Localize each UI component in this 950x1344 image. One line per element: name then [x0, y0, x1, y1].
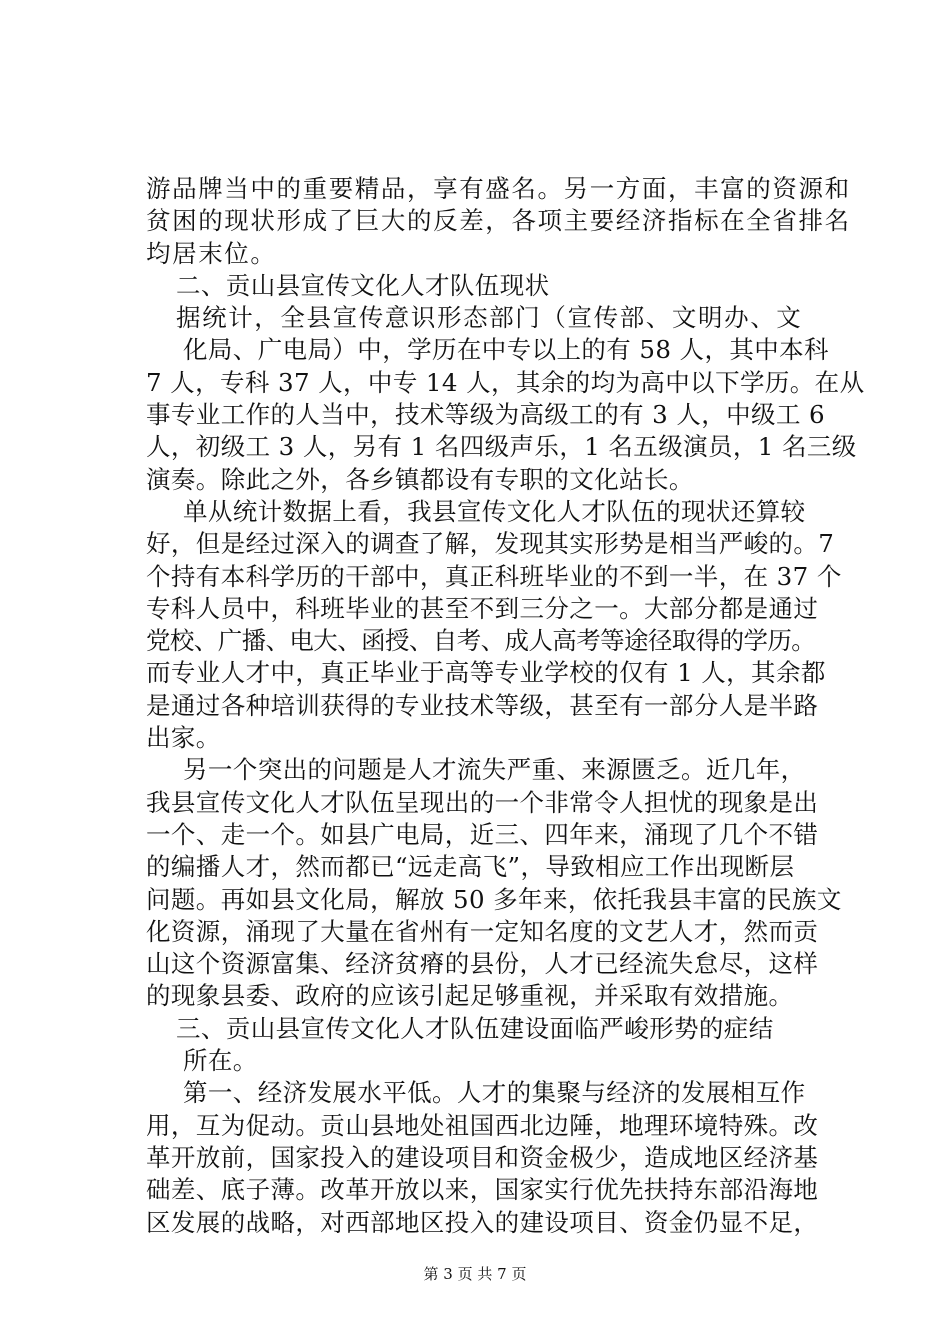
- text-line: 区发展的战略，对西部地区投入的建设项目、资金仍显不足，: [146, 1207, 819, 1237]
- text-line: 第一、经济发展水平低。人才的集聚与经济的发展相互作: [183, 1078, 806, 1108]
- text-line: 化资源，涌现了大量在省州有一定知名度的文艺人才，然而贡: [146, 916, 819, 946]
- section-heading: 三、贡山县宣传文化人才队伍建设面临严峻形势的症结: [176, 1013, 774, 1043]
- section-heading: 所在。: [183, 1046, 258, 1076]
- text-line: 均居末位。: [146, 238, 277, 268]
- page-number: 第 3 页 共 7 页: [423, 1265, 527, 1283]
- text-line: 化局、广电局）中，学历在中专以上的有 58 人，其中本科: [183, 335, 829, 365]
- text-line: 单从统计数据上看，我县宣传文化人才队伍的现状还算较: [183, 496, 806, 526]
- text-line: 一个、走一个。如县广电局，近三、四年来，涌现了几个不错: [146, 819, 819, 849]
- text-line: 党校、广播、电大、函授、自考、成人高考等途径取得的学历。: [146, 626, 816, 656]
- text-line: 的现象县委、政府的应该引起足够重视，并采取有效措施。: [146, 981, 794, 1011]
- text-line: 7 人，专科 37 人，中专 14 人，其余的均为高中以下学历。在从: [146, 367, 865, 397]
- text-line: 的编播人才，然而都已“远走高飞”，导致相应工作出现断层: [146, 852, 795, 882]
- text-line: 出家。: [146, 723, 221, 753]
- text-line: 游品牌当中的重要精品，享有盛名。另一方面，丰富的资源和: [146, 174, 851, 203]
- text-line: 我县宣传文化人才队伍呈现出的一个非常令人担忧的现象是出: [146, 787, 819, 817]
- text-line: 础差、底子薄。改革开放以来，国家实行优先扶持东部沿海地: [146, 1175, 819, 1205]
- document-body: [146, 173, 865, 1239]
- text-line: 而专业人才中，真正毕业于高等专业学校的仅有 1 人，其余都: [146, 658, 826, 688]
- text-line: 事专业工作的人当中，技术等级为高级工的有 3 人，中级工 6: [146, 400, 826, 430]
- section-heading: 二、贡山县宣传文化人才队伍现状: [176, 270, 550, 300]
- text-line: 用，互为促动。贡山县地处祖国西北边陲，地理环境特殊。改: [146, 1110, 819, 1140]
- text-line: 专科人员中，科班毕业的甚至不到三分之一。大部分都是通过: [146, 593, 819, 623]
- text-line: 另一个突出的问题是人才流失严重、来源匮乏。近几年，: [183, 755, 806, 785]
- text-line: 贫困的现状形成了巨大的反差，各项主要经济指标在全省排名: [146, 206, 851, 236]
- text-line: 演奏。除此之外，各乡镇都设有专职的文化站长。: [146, 464, 694, 494]
- text-line: 是通过各种培训获得的专业技术等级，甚至有一部分人是半路: [146, 690, 819, 720]
- text-line: 据统计，全县宣传意识形态部门（宣传部、文明办、文: [176, 303, 803, 333]
- text-line: 好，但是经过深入的调查了解，发现其实形势是相当严峻的。7: [146, 529, 835, 559]
- text-line: 革开放前，国家投入的建设项目和资金极少，造成地区经济基: [146, 1142, 819, 1172]
- text-line: 个持有本科学历的干部中，真正科班毕业的不到一半，在 37 个: [146, 561, 842, 591]
- text-line: 人，初级工 3 人，另有 1 名四级声乐，1 名五级演员，1 名三级: [146, 432, 857, 462]
- text-line: 山这个资源富集、经济贫瘠的县份，人才已经流失怠尽，这样: [146, 949, 819, 979]
- text-line: 问题。再如县文化局，解放 50 多年来，依托我县丰富的民族文: [146, 884, 842, 914]
